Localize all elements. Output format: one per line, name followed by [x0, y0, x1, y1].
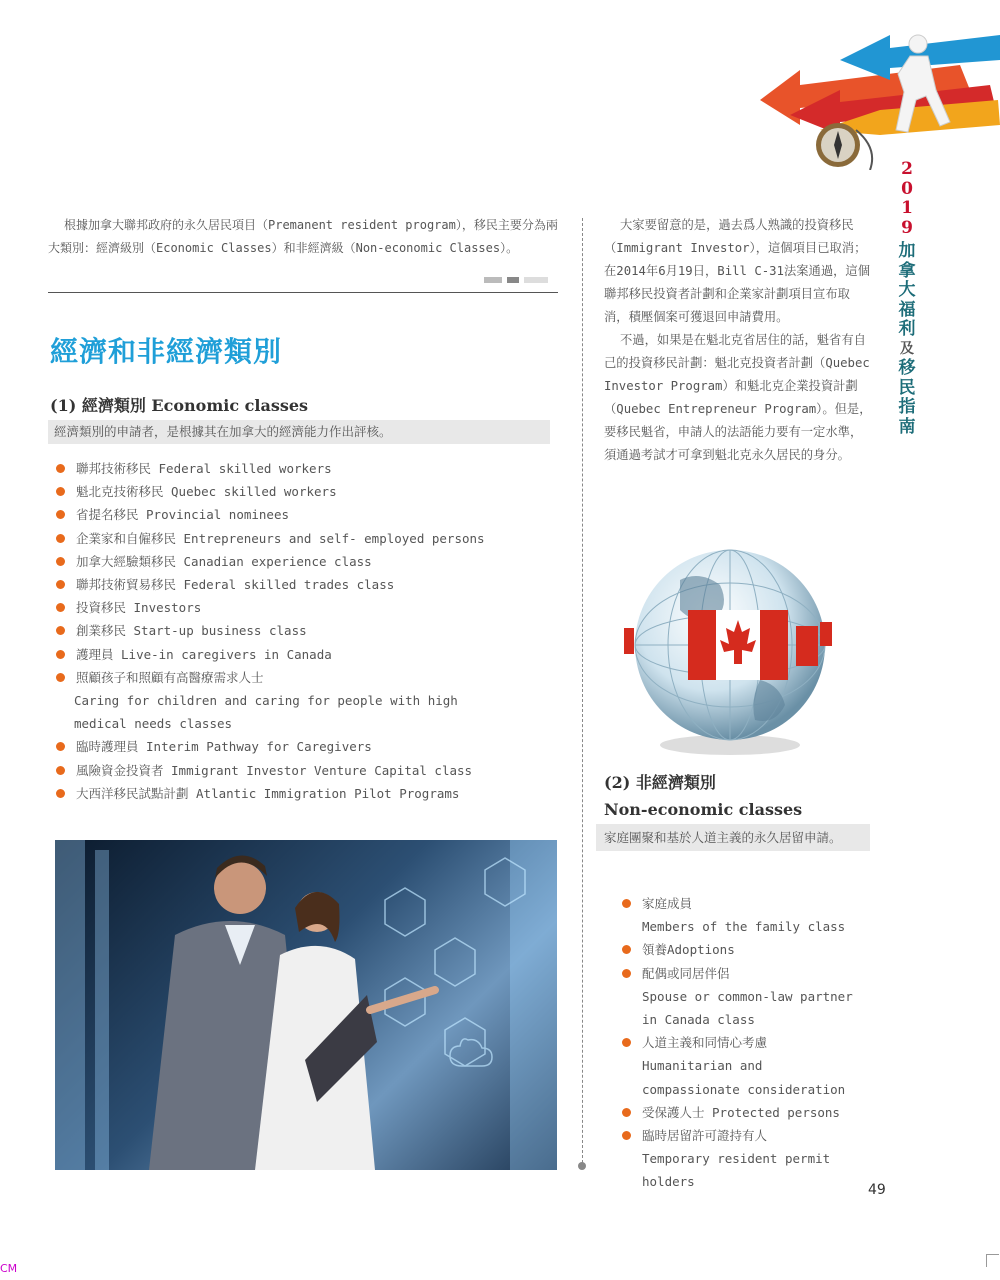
bullet-icon	[622, 1108, 631, 1117]
intro-text: 根據加拿大聯邦政府的永久居民項目（Premanent resident program），移民主要分為兩大類別：經濟級別（Economic Classes）和非經濟級（Non-economic Classes）。	[48, 218, 558, 255]
list-item-text: 臨時居留許可證持有人	[642, 1128, 768, 1144]
bullet-icon	[622, 1038, 631, 1047]
intro-paragraph	[48, 214, 558, 260]
list-item-text: 家庭成員	[642, 896, 693, 911]
column-divider-end	[578, 1162, 586, 1170]
decorative-dashes	[484, 268, 553, 287]
side-year-3: 1	[901, 198, 913, 218]
bullet-icon	[56, 742, 65, 751]
list-item	[56, 759, 556, 782]
economic-description: 經濟類別的申請者，是根據其在加拿大的經濟能力作出評核。	[48, 420, 550, 444]
side-char: 民	[898, 377, 916, 398]
economic-title: (1) 經濟類別 Economic classes	[50, 396, 309, 415]
list-item-text: 創業移民 Start-up business class	[76, 623, 307, 639]
bullet-icon	[56, 766, 65, 775]
bullet-icon	[622, 1131, 631, 1140]
list-item-text: 臨時護理員 Interim Pathway for Caregivers	[76, 739, 372, 755]
bullet-icon	[56, 464, 65, 473]
side-char: 拿	[898, 260, 916, 281]
list-item	[56, 527, 556, 550]
list-item-text: 領養Adoptions	[642, 942, 735, 958]
list-item	[56, 735, 556, 758]
non-economic-description: 家庭團聚和基於人道主義的永久居留申請。	[596, 824, 870, 851]
list-item-subtext: Members of the family class	[642, 919, 846, 935]
list-item-continuation: Caring for children and caring for people with high medical needs classes	[74, 693, 458, 732]
column-divider	[582, 218, 583, 1168]
bullet-icon	[56, 510, 65, 519]
side-char: 利	[898, 319, 916, 339]
crop-mark	[986, 1254, 999, 1267]
list-item-text: 配偶或同居伴侶	[642, 965, 730, 981]
list-item-text: 風險資金投資者 Immigrant Investor Venture Capital class	[76, 762, 473, 778]
server-room-photo	[55, 840, 557, 1170]
list-item-text: 照顧孩子和照顧有高醫療需求人士	[76, 669, 264, 685]
list-item	[56, 643, 556, 666]
list-item	[622, 962, 867, 1032]
list-item	[56, 596, 556, 619]
non-economic-title-en: Non-economic classes	[604, 800, 803, 819]
bullet-icon	[622, 945, 631, 954]
bullet-icon	[56, 487, 65, 496]
list-item	[56, 619, 556, 642]
bullet-icon	[56, 557, 65, 566]
list-item	[56, 503, 556, 526]
globe-canada-flag-illustration	[620, 540, 840, 765]
list-item	[622, 892, 867, 938]
non-economic-title: (2) 非經濟類別	[604, 773, 716, 792]
bullet-icon	[56, 534, 65, 543]
side-char: 加	[898, 241, 916, 261]
side-year-4: 9	[901, 217, 913, 238]
side-title	[893, 160, 921, 437]
paragraph-quebec: 不過，如果是在魁北克省居住的話，魁省有自己的投資移民計劃：魁北克投資者計劃（Quebec Investor Program）和魁北克企業投資計劃（Quebec Entrepreneur Program）。但是，要移民魁省，申請人的法語能力要有一定水準，須通過考試才可拿到魁北克永久居民的身分。	[604, 333, 872, 462]
list-item-text: 加拿大經驗類移民 Canadian experience class	[76, 553, 372, 569]
side-char: 大	[898, 280, 916, 300]
non-economic-list	[622, 892, 867, 1194]
page-number: 49	[868, 1182, 886, 1198]
side-year-2: 0	[901, 178, 913, 199]
list-item-text: 企業家和自僱移民 Entrepreneurs and self- employed persons	[76, 530, 485, 546]
side-year-1: 2	[901, 159, 913, 179]
list-item	[56, 550, 556, 573]
list-item	[56, 782, 556, 805]
economic-list	[56, 457, 556, 805]
bullet-icon	[56, 789, 65, 798]
list-item	[622, 1031, 867, 1101]
bullet-icon	[56, 673, 65, 682]
bullet-icon	[622, 969, 631, 978]
bullet-icon	[56, 650, 65, 659]
side-char-ji: 及	[900, 340, 914, 357]
canada-flag-icon	[688, 610, 788, 680]
list-item	[56, 457, 556, 480]
side-char: 南	[898, 416, 916, 437]
list-item	[622, 938, 867, 961]
paragraph-immigrant-investor: 大家要留意的是，過去爲人熟識的投資移民（Immigrant Investor），這個項目已取消；在2014年6月19日，Bill C-31法案通過，這個聯邦移民投資者計劃和企業家計劃項目宣布取消，積壓個案可獲退回申請費用。	[604, 218, 871, 324]
list-item	[56, 666, 556, 689]
bullet-icon	[56, 603, 65, 612]
list-item-subtext: Spouse or common-law partner in Canada class	[642, 988, 853, 1028]
list-item	[56, 573, 556, 596]
side-char: 福	[898, 299, 916, 320]
list-item-subtext: Temporary resident permit holders	[642, 1151, 831, 1190]
side-char: 指	[898, 397, 916, 417]
side-char: 移	[898, 358, 916, 378]
bullet-icon	[622, 899, 631, 908]
list-item-subtext: Humanitarian and compassionate consideration	[642, 1058, 846, 1097]
list-item-text: 護理員 Live-in caregivers in Canada	[76, 646, 332, 662]
section-divider-line	[48, 292, 558, 293]
bullet-icon	[56, 580, 65, 589]
list-item-text: 聯邦技術貿易移民 Federal skilled trades class	[76, 577, 395, 593]
list-item-text: 魁北克技術移民 Quebec skilled workers	[76, 484, 337, 500]
list-item-text: 聯邦技術移民 Federal skilled workers	[76, 461, 332, 476]
list-item-text: 投資移民 Investors	[76, 600, 202, 616]
header-arrows-illustration	[760, 30, 1000, 170]
list-item	[622, 1101, 867, 1124]
print-mark-label: CM	[0, 1262, 18, 1275]
list-item-text: 受保護人士 Protected persons	[642, 1104, 840, 1120]
list-item	[622, 1124, 867, 1194]
right-column-text	[604, 214, 872, 467]
list-item-text: 人道主義和同情心考慮	[642, 1035, 768, 1051]
list-item	[56, 480, 556, 503]
section-title: 經濟和非經濟類別	[50, 335, 283, 368]
list-item-text: 大西洋移民試點計劃 Atlantic Immigration Pilot Programs	[76, 785, 460, 801]
list-item-text: 省提名移民 Provincial nominees	[76, 507, 290, 523]
bullet-icon	[56, 626, 65, 635]
